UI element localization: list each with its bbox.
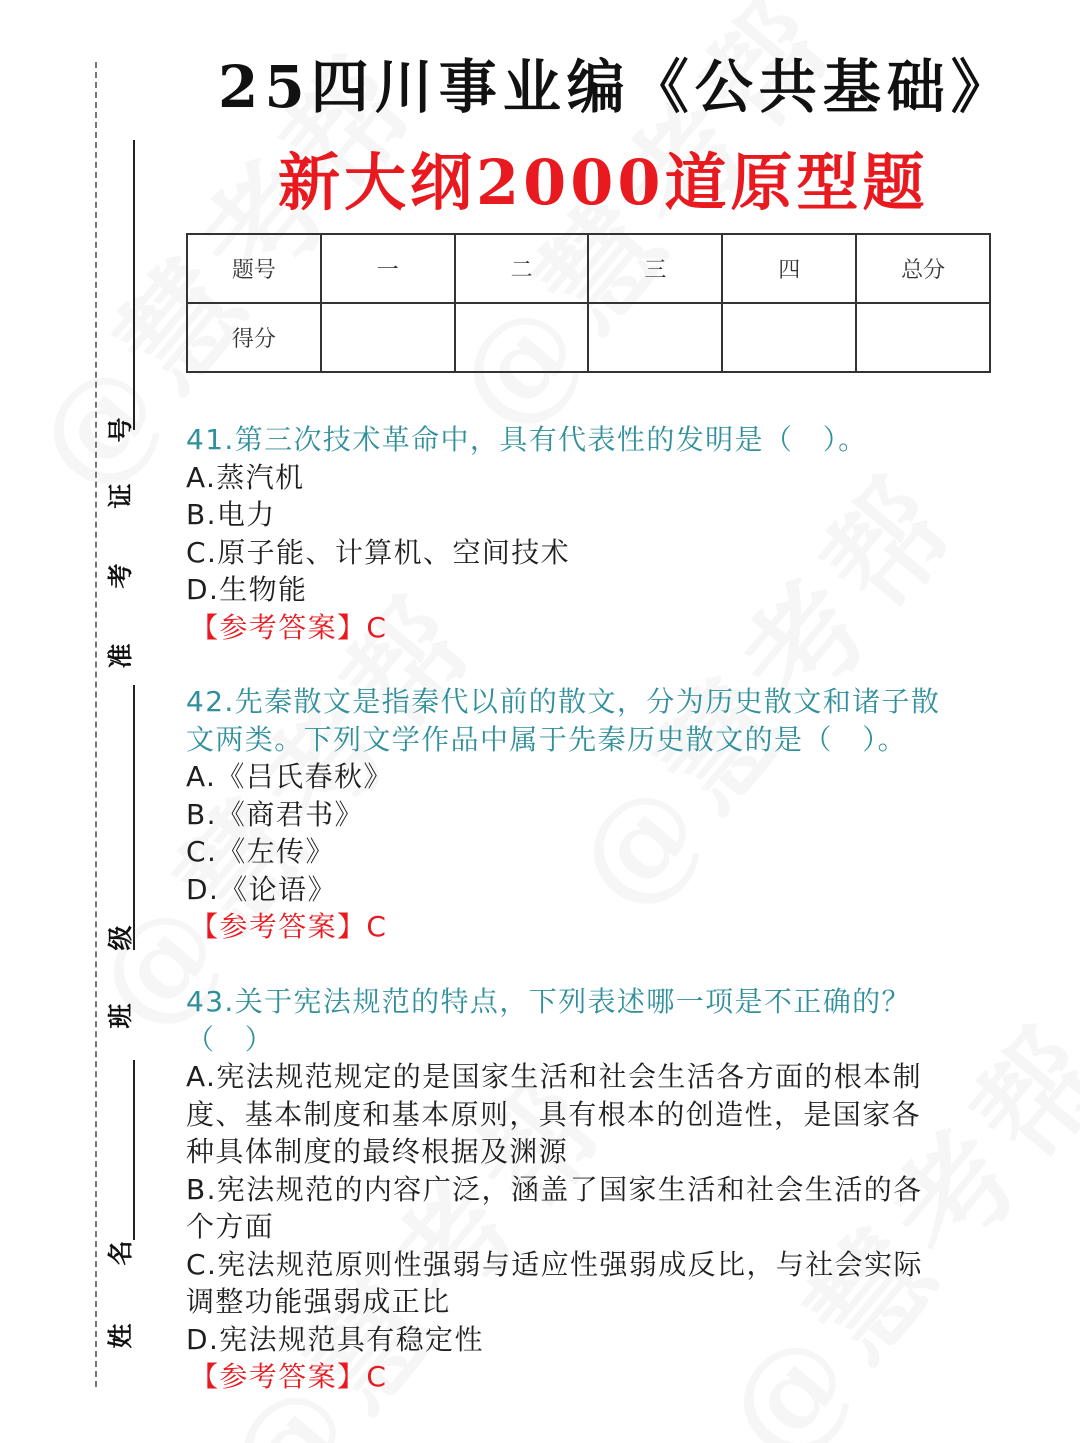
score-table-cell bbox=[321, 303, 455, 372]
option-a-cont: 种具体制度的最终根据及渊源 bbox=[186, 1135, 569, 1168]
score-table-cell: 得分 bbox=[187, 303, 321, 372]
side-label-name-1: 姓 bbox=[106, 1323, 135, 1349]
option-d: D.宪法规范具有稳定性 bbox=[186, 1322, 484, 1356]
option-a-cont: 度、基本制度和基本原则，具有根本的创造性，是国家各 bbox=[186, 1097, 922, 1131]
score-table-cell bbox=[455, 303, 589, 372]
option-b: B.宪法规范的内容广泛，涵盖了国家生活和社会生活的各 bbox=[186, 1172, 923, 1206]
score-table-cell: 三 bbox=[588, 234, 722, 303]
name-rule bbox=[133, 1060, 135, 1240]
question-43 bbox=[186, 983, 1036, 1396]
option-c: C.原子能、计算机、空间技术 bbox=[186, 535, 571, 569]
answer-label: 【参考答案】 bbox=[190, 1360, 367, 1393]
option-b: B.电力 bbox=[186, 498, 276, 531]
question-stem: 42.先秦散文是指秦代以前的散文，分为历史散文和诸子散 bbox=[186, 685, 941, 718]
score-table-cell bbox=[722, 303, 856, 372]
score-table-header-row bbox=[187, 234, 990, 303]
answer-label: 【参考答案】 bbox=[190, 610, 367, 644]
answer-value: C bbox=[366, 610, 388, 644]
answer-value: C bbox=[366, 1360, 388, 1393]
option-a: A.蒸汽机 bbox=[186, 460, 305, 494]
score-table-cell: 四 bbox=[722, 234, 856, 303]
answer-label: 【参考答案】 bbox=[190, 910, 367, 943]
question-stem: 文两类。下列文学作品中属于先秦历史散文的是（ ）。 bbox=[186, 722, 908, 756]
option-d: D.生物能 bbox=[186, 573, 308, 606]
page-subtitle: 新大纲2000道原型题 bbox=[278, 146, 929, 219]
answer-line bbox=[186, 908, 1036, 946]
score-table-cell: 二 bbox=[455, 234, 589, 303]
class-rule bbox=[133, 685, 135, 950]
option-c: C.宪法规范原则性强弱与适应性强弱成反比，与社会实际 bbox=[186, 1247, 923, 1281]
exam-number-rule bbox=[133, 140, 135, 430]
score-table-cell bbox=[856, 303, 990, 372]
side-label-class-2: 级 bbox=[106, 925, 135, 951]
option-c: C.《左传》 bbox=[186, 835, 335, 868]
option-d: D.《论语》 bbox=[186, 872, 337, 906]
option-b-cont: 个方面 bbox=[186, 1210, 275, 1243]
score-table-cell bbox=[588, 303, 722, 372]
score-table-score-row bbox=[187, 303, 990, 372]
answer-line bbox=[186, 609, 1036, 647]
binding-dashed-line bbox=[95, 62, 97, 1387]
question-stem: （ ） bbox=[186, 1022, 275, 1056]
question-stem: 41.第三次技术革命中，具有代表性的发明是（ ）。 bbox=[186, 423, 868, 456]
side-label-exam-no-1: 准 bbox=[106, 643, 135, 669]
side-label-class-1: 班 bbox=[106, 1003, 135, 1029]
side-label-exam-no-2: 考 bbox=[106, 563, 135, 589]
option-a: A.宪法规范规定的是国家生活和社会生活各方面的根本制 bbox=[186, 1060, 922, 1093]
question-stem: 43.关于宪法规范的特点，下列表述哪一项是不正确的？ bbox=[186, 985, 911, 1018]
answer-value: C bbox=[366, 910, 388, 943]
option-a: A.《吕氏春秋》 bbox=[186, 760, 393, 793]
option-b: B.《商君书》 bbox=[186, 797, 364, 831]
answer-line bbox=[186, 1358, 1036, 1396]
side-label-exam-no-4: 号 bbox=[106, 417, 135, 443]
question-42 bbox=[186, 683, 1036, 946]
page-title: 25四川事业编《公共基础》 bbox=[218, 53, 1015, 121]
score-table bbox=[186, 233, 991, 373]
question-41 bbox=[186, 421, 1036, 646]
score-table-cell: 一 bbox=[321, 234, 455, 303]
side-label-exam-no-3: 证 bbox=[106, 483, 135, 509]
side-label-name-2: 名 bbox=[106, 1240, 135, 1266]
score-table-cell: 总分 bbox=[856, 234, 990, 303]
score-table-cell: 题号 bbox=[187, 234, 321, 303]
option-c-cont: 调整功能强弱成正比 bbox=[186, 1285, 451, 1318]
